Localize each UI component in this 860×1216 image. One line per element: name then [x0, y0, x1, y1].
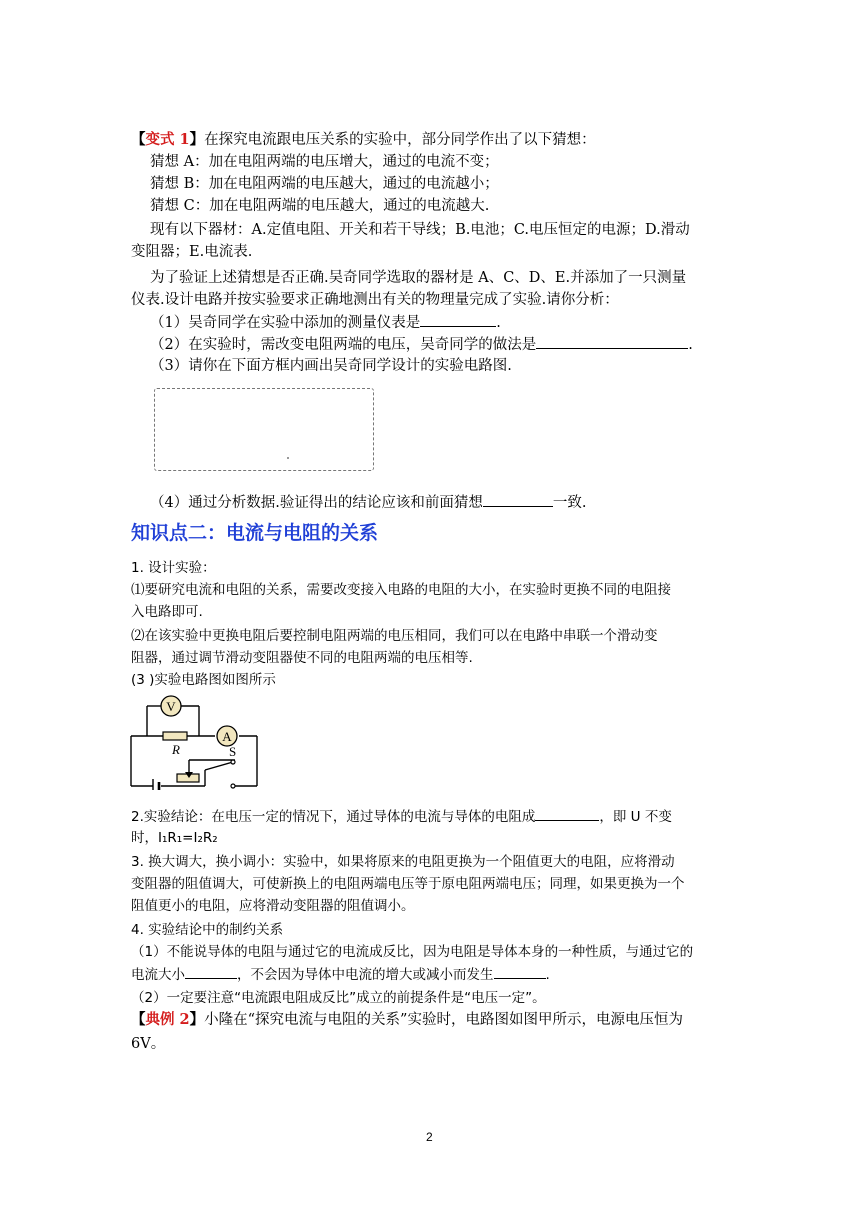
guess-b: 猜想 B：加在电阻两端的电压越大，通过的电流越小； [150, 176, 499, 192]
resistor-symbol [163, 732, 187, 740]
conclusion-line-b: 时，I₁R₁=I₂R₂ [131, 830, 218, 846]
answer-blank-restrict-2 [494, 964, 546, 979]
question-1: （1）吴奇同学在实验中添加的测量仪表是 . [150, 312, 501, 333]
variant1-tag: 【变式 1】 [131, 131, 205, 148]
design-point-2a: ⑵在该实验中更换电阻后要控制电阻两端的电压相同，我们可以在电路中串联一个滑动变 [131, 628, 658, 644]
swap-line-a: 3. 换大调大，换小调小：实验中，如果将原来的电阻更换为一个阻值更大的电阻，应将滑动 [131, 854, 675, 870]
section-heading: 知识点二：电流与电阻的关系 [131, 522, 379, 544]
question-4: （4）通过分析数据.验证得出的结论应该和前面猜想 一致. [150, 492, 586, 513]
conclusion-line-a: 2.实验结论：在电压一定的情况下，通过导体的电流与导体的电阻成 ，即 U 不变 [131, 806, 672, 827]
design-point-1b: 入电路即可. [131, 604, 203, 620]
resistor-label: R [172, 742, 180, 757]
design-title: 1. 设计实验： [131, 560, 216, 576]
design-point-1a: ⑴要研究电流和电阻的关系，需要改变接入电路的电阻的大小，在实验时更换不同的电阻接 [131, 582, 671, 598]
answer-blank-2 [536, 334, 688, 349]
answer-blank-1 [420, 312, 496, 327]
answer-blank-restrict-1 [185, 964, 237, 979]
question-3: （3）请你在下面方框内画出吴奇同学设计的实验电路图. [150, 358, 512, 374]
restrict-line-1a: （1）不能说导体的电阻与通过它的电流成反比，因为电阻是导体本身的一种性质，与通过它的 [131, 944, 694, 960]
circuit-drawing-box [154, 388, 374, 471]
swap-line-b: 变阻器的阻值调大，可使新换上的电阻两端电压等于原电阻两端电压；同理，如果更换为一个 [131, 876, 685, 892]
ammeter-symbol [217, 726, 237, 746]
restrict-title: 4. 实验结论中的制约关系 [131, 922, 284, 938]
svg-text:A: A [222, 729, 232, 744]
guess-c: 猜想 C：加在电阻两端的电压越大，通过的电流越大. [150, 198, 490, 214]
design-point-3: (3 )实验电路图如图所示 [131, 672, 276, 688]
example2-line-a: 【典例 2】小隆在“探究电流与电阻的关系”实验时，电路图如图甲所示，电源电压恒为 [131, 1011, 683, 1028]
svg-text:V: V [166, 699, 176, 714]
answer-blank-conclusion [535, 806, 599, 821]
restrict-line-2: （2）一定要注意“电流跟电阻成反比”成立的前提条件是“电压一定”。 [131, 990, 546, 1006]
question-2: （2）在实验时，需改变电阻两端的电压，吴奇同学的做法是 . [150, 334, 693, 355]
equipment-line-1: 现有以下器材：A.定值电阻、开关和若干导线；B.电池；C.电压恒定的电源；D.滑动 [150, 222, 690, 238]
switch-label: S [229, 744, 237, 759]
circuit-diagram [125, 690, 265, 790]
verify-line-2: 仪表.设计电路并按实验要求正确地测出有关的物理量完成了实验.请你分析： [131, 292, 619, 308]
answer-blank-4 [483, 492, 553, 507]
swap-line-c: 阻值更小的电阻，应将滑动变阻器的阻值调小。 [131, 898, 415, 914]
verify-line-1: 为了验证上述猜想是否正确.吴奇同学选取的器材是 A、C、D、E.并添加了一只测量 [150, 270, 687, 286]
example2-line-b: 6V。 [131, 1036, 166, 1052]
variant1-intro-line: 【变式 1】在探究电流跟电压关系的实验中，部分同学作出了以下猜想： [131, 131, 596, 148]
page-number: 2 [426, 1130, 433, 1144]
voltmeter-symbol [161, 696, 181, 716]
design-point-2b: 阻器，通过调节滑动变阻器使不同的电阻两端的电压相等. [131, 650, 473, 666]
guess-a: 猜想 A：加在电阻两端的电压增大，通过的电流不变； [150, 154, 499, 170]
example2-tag: 【典例 2】 [131, 1011, 205, 1028]
equipment-line-2: 变阻器；E.电流表. [131, 244, 253, 260]
restrict-line-1b: 电流大小 ，不会因为导体中电流的增大或减小而发生 . [131, 964, 550, 985]
